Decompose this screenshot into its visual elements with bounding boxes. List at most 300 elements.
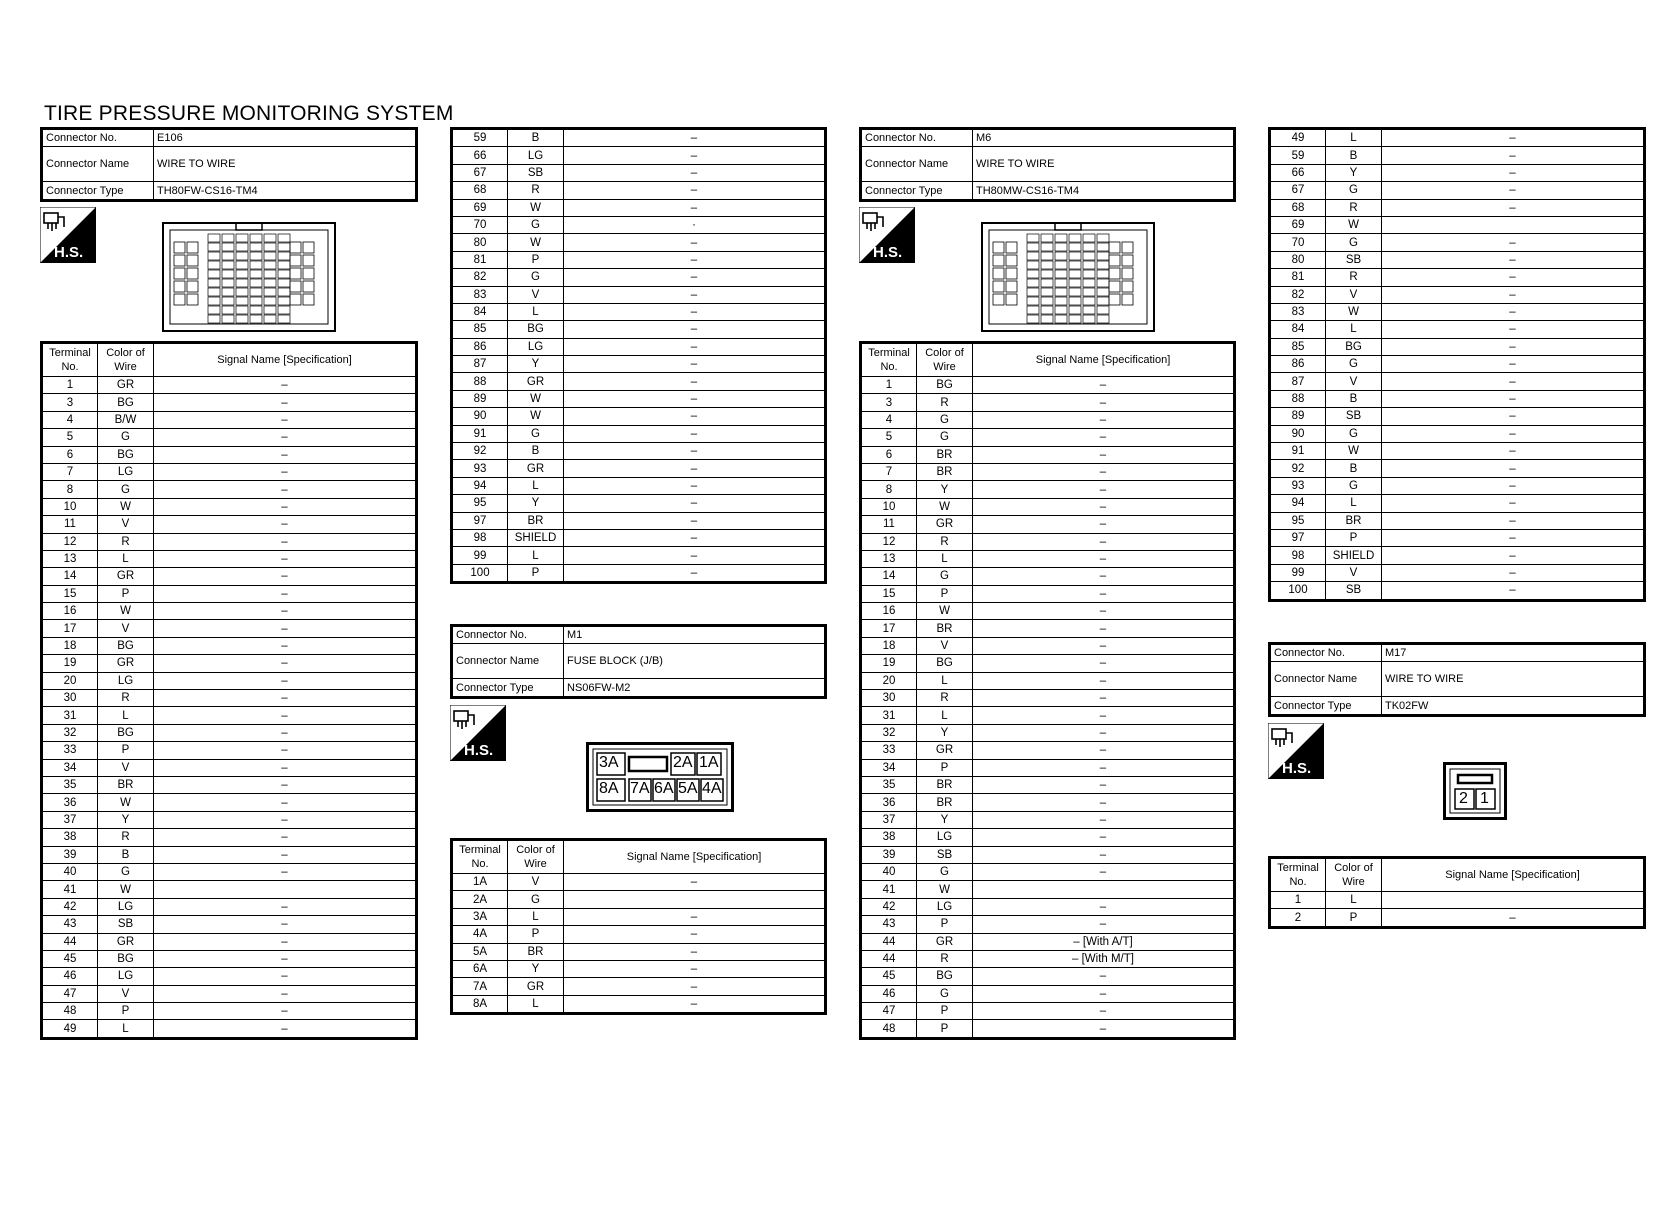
signal-name-cell: – <box>154 776 417 793</box>
pin-cell <box>222 243 234 251</box>
pin-cell <box>1109 294 1120 305</box>
terminal-cell: 97 <box>452 512 508 529</box>
table-row <box>861 568 1235 585</box>
signal-name-cell: – <box>973 846 1235 863</box>
table-row <box>861 411 1235 428</box>
pin-cell <box>1027 297 1039 305</box>
pin-cell <box>303 268 314 279</box>
terminal-cell: 69 <box>452 199 508 216</box>
table-row <box>42 516 417 533</box>
signal-name-cell: – <box>154 829 417 846</box>
wire-color-cell: B <box>508 129 564 147</box>
table-row <box>861 637 1235 654</box>
table-row <box>861 498 1235 515</box>
table-row <box>861 620 1235 637</box>
pin-cell <box>222 234 234 242</box>
table-row <box>861 881 1235 898</box>
terminal-table-m6-b <box>1268 127 1646 602</box>
terminal-cell: 66 <box>1270 164 1326 181</box>
wire-color-cell: P <box>98 585 154 602</box>
pin-cell <box>264 261 276 269</box>
pin-cell <box>1122 268 1133 279</box>
table-row <box>861 429 1235 446</box>
terminal-cell: 20 <box>42 672 98 689</box>
table-row <box>861 742 1235 759</box>
signal-name-cell: – <box>154 603 417 620</box>
terminal-cell: 30 <box>42 690 98 707</box>
pin-label: 1A <box>699 754 719 771</box>
table-row <box>452 164 826 181</box>
header-color: Color of Wire <box>917 343 973 377</box>
signal-name-cell: – <box>973 463 1235 480</box>
signal-name-cell: – <box>154 550 417 567</box>
signal-name-cell: – <box>1382 356 1645 373</box>
wire-color-cell: R <box>508 182 564 199</box>
signal-name-cell: – <box>564 303 826 320</box>
pin-cell <box>1027 306 1039 314</box>
terminal-cell: 84 <box>1270 321 1326 338</box>
signal-name-cell: – <box>1382 390 1645 407</box>
connector-m17-info <box>1268 642 1646 717</box>
table-row <box>452 529 826 546</box>
header-signal: Signal Name [Specification] <box>973 343 1235 377</box>
signal-name-cell: – <box>154 811 417 828</box>
signal-name-cell: – [With A/T] <box>973 933 1235 950</box>
signal-name-cell: – <box>154 1020 417 1038</box>
table-row <box>861 516 1235 533</box>
terminal-cell: 87 <box>1270 373 1326 390</box>
connector-no-value: M1 <box>564 626 826 644</box>
pin-cell <box>208 279 220 287</box>
pin-cell <box>1041 315 1053 323</box>
signal-name-cell: – <box>973 655 1235 672</box>
terminal-cell: 11 <box>42 516 98 533</box>
pin-cell <box>278 279 290 287</box>
signal-name-cell: – <box>973 794 1235 811</box>
pin-cell <box>1083 270 1095 278</box>
harness-side-label: H.S. <box>1282 760 1312 777</box>
signal-name-cell: – <box>564 908 826 925</box>
wire-color-cell: SB <box>1326 408 1382 425</box>
table-row <box>861 481 1235 498</box>
table-row <box>42 603 417 620</box>
pin-cell <box>174 281 185 292</box>
pin-cell <box>290 242 301 253</box>
table-row <box>1270 129 1645 147</box>
terminal-table-m1 <box>450 838 827 1015</box>
wire-color-cell: BR <box>98 776 154 793</box>
signal-name-cell <box>154 881 417 898</box>
terminal-cell: 100 <box>1270 582 1326 600</box>
header-signal: Signal Name [Specification] <box>1382 858 1645 892</box>
table-row <box>42 968 417 985</box>
table-row <box>42 377 417 394</box>
terminal-cell: 7 <box>42 463 98 480</box>
signal-name-cell: – <box>564 147 826 164</box>
signal-name-cell: – <box>154 568 417 585</box>
table-row <box>42 776 417 793</box>
signal-name-cell: – <box>564 234 826 251</box>
table-row <box>452 129 826 147</box>
table-row <box>861 1020 1235 1038</box>
connector-type-label: Connector Type <box>42 182 154 200</box>
terminal-cell: 4 <box>861 411 917 428</box>
pin-cell <box>1083 306 1095 314</box>
signal-name-cell: – <box>973 568 1235 585</box>
signal-name-cell: – <box>1382 321 1645 338</box>
wire-color-cell: LG <box>508 338 564 355</box>
connector-type-value: TK02FW <box>1382 697 1645 715</box>
pin-cell <box>236 297 248 305</box>
harness-side-label: H.S. <box>54 244 84 261</box>
pin-cell <box>174 268 185 279</box>
table-row <box>452 547 826 564</box>
terminal-cell: 33 <box>42 742 98 759</box>
pin-cell <box>1006 294 1017 305</box>
wire-color-cell: BG <box>98 394 154 411</box>
pin-cell <box>1083 234 1095 242</box>
connector-e106-info <box>40 127 418 202</box>
connector-no-value: M6 <box>973 129 1235 147</box>
wire-color-cell: G <box>508 269 564 286</box>
wire-color-cell: R <box>917 533 973 550</box>
pin-cell <box>250 234 262 242</box>
pin-cell <box>250 315 262 323</box>
pin-cell <box>1069 270 1081 278</box>
signal-name-cell: – <box>564 978 826 995</box>
terminal-cell: 1 <box>42 377 98 394</box>
table-row <box>861 898 1235 915</box>
signal-name-cell: – <box>973 411 1235 428</box>
signal-name-cell: – <box>973 776 1235 793</box>
terminal-cell: 7 <box>861 463 917 480</box>
terminal-cell: 59 <box>1270 147 1326 164</box>
terminal-cell: 3 <box>42 394 98 411</box>
wire-color-cell: V <box>508 286 564 303</box>
wire-color-cell: SB <box>98 916 154 933</box>
pin-cell <box>1083 288 1095 296</box>
signal-name-cell: – <box>1382 373 1645 390</box>
terminal-cell: 100 <box>452 564 508 582</box>
table-row <box>861 446 1235 463</box>
wire-color-cell: P <box>508 251 564 268</box>
terminal-cell: 35 <box>861 776 917 793</box>
pin-cell <box>1027 252 1039 260</box>
pin-cell <box>1006 281 1017 292</box>
pin-cell <box>208 270 220 278</box>
wire-color-cell: BR <box>508 943 564 960</box>
terminal-cell: 66 <box>452 147 508 164</box>
table-row <box>861 776 1235 793</box>
terminal-cell: 88 <box>1270 390 1326 407</box>
terminal-cell: 43 <box>861 916 917 933</box>
signal-name-cell: – <box>973 377 1235 394</box>
pin-cell <box>1055 279 1067 287</box>
terminal-cell: 13 <box>42 550 98 567</box>
terminal-cell: 70 <box>1270 234 1326 251</box>
table-row <box>1270 269 1645 286</box>
pin-cell <box>1055 306 1067 314</box>
wire-color-cell: W <box>98 881 154 898</box>
signal-name-cell: – <box>154 620 417 637</box>
wire-color-cell: GR <box>917 933 973 950</box>
terminal-cell: 49 <box>42 1020 98 1038</box>
pin-cell <box>222 297 234 305</box>
signal-name-cell: – <box>154 429 417 446</box>
wire-color-cell: R <box>1326 199 1382 216</box>
table-row <box>452 512 826 529</box>
signal-name-cell: – <box>154 846 417 863</box>
terminal-cell: 17 <box>42 620 98 637</box>
terminal-cell: 67 <box>452 164 508 181</box>
pin-cell <box>1109 242 1120 253</box>
terminal-cell: 6 <box>42 446 98 463</box>
pin-cell <box>236 234 248 242</box>
header-terminal: Terminal No. <box>1270 858 1326 892</box>
table-row <box>452 251 826 268</box>
header-color: Color of Wire <box>508 840 564 874</box>
wire-color-cell: SHIELD <box>508 529 564 546</box>
terminal-cell: 81 <box>452 251 508 268</box>
wire-color-cell: V <box>98 985 154 1002</box>
wire-color-cell: B <box>1326 460 1382 477</box>
table-row <box>42 1003 417 1020</box>
signal-name-cell: – <box>973 585 1235 602</box>
signal-name-cell: – <box>154 950 417 967</box>
wire-color-cell: W <box>917 881 973 898</box>
pin-cell <box>208 261 220 269</box>
pin-cell <box>1069 297 1081 305</box>
connector-no-value: E106 <box>154 129 417 147</box>
header-color: Color of Wire <box>98 343 154 377</box>
table-row <box>452 891 826 908</box>
terminal-cell: 89 <box>1270 408 1326 425</box>
pin-cell <box>208 288 220 296</box>
signal-name-cell: – <box>154 724 417 741</box>
table-row <box>452 147 826 164</box>
connector-no-label: Connector No. <box>861 129 973 147</box>
pin-cell <box>1027 270 1039 278</box>
terminal-cell: 18 <box>42 637 98 654</box>
wire-color-cell: GR <box>98 377 154 394</box>
wire-color-cell: P <box>1326 909 1382 927</box>
wire-color-cell: GR <box>508 978 564 995</box>
wire-color-cell: W <box>917 603 973 620</box>
terminal-cell: 1A <box>452 874 508 891</box>
terminal-cell: 93 <box>452 460 508 477</box>
signal-name-cell: – <box>973 516 1235 533</box>
terminal-cell: 8 <box>42 481 98 498</box>
pin-cell <box>264 279 276 287</box>
signal-name-cell: – <box>564 460 826 477</box>
wire-color-cell: BG <box>98 446 154 463</box>
table-row <box>42 707 417 724</box>
table-row <box>452 373 826 390</box>
terminal-cell: 68 <box>1270 199 1326 216</box>
terminal-cell: 12 <box>861 533 917 550</box>
terminal-cell: 34 <box>861 759 917 776</box>
wire-color-cell: BG <box>98 724 154 741</box>
pin-cell <box>1041 252 1053 260</box>
pin-cell <box>993 242 1004 253</box>
table-row <box>42 846 417 863</box>
pin-cell <box>1083 297 1095 305</box>
pin-cell <box>1083 315 1095 323</box>
pin-cell <box>993 268 1004 279</box>
pin-label: 7A <box>630 780 650 797</box>
pin-cell <box>278 261 290 269</box>
signal-name-cell: – <box>1382 443 1645 460</box>
terminal-cell: 3A <box>452 908 508 925</box>
wire-color-cell: L <box>917 707 973 724</box>
pin-cell <box>1122 242 1133 253</box>
wire-color-cell: L <box>508 547 564 564</box>
table-row <box>42 446 417 463</box>
signal-name-cell: – <box>564 425 826 442</box>
pin-cell <box>303 294 314 305</box>
terminal-cell: 44 <box>861 950 917 967</box>
terminal-cell: 83 <box>452 286 508 303</box>
signal-name-cell: – <box>154 672 417 689</box>
table-row <box>861 968 1235 985</box>
terminal-cell: 45 <box>861 968 917 985</box>
table-row <box>42 550 417 567</box>
pin-cell <box>1097 270 1109 278</box>
table-row <box>861 811 1235 828</box>
pin-cell <box>1006 255 1017 266</box>
connector-type-label: Connector Type <box>1270 697 1382 715</box>
wire-color-cell: BG <box>508 321 564 338</box>
pin-cell <box>1097 252 1109 260</box>
signal-name-cell: – <box>564 251 826 268</box>
wire-color-cell: P <box>508 926 564 943</box>
pin-cell <box>236 279 248 287</box>
wire-color-cell: W <box>508 234 564 251</box>
wire-color-cell: V <box>1326 286 1382 303</box>
pin-label: 3A <box>599 754 619 771</box>
terminal-cell: 36 <box>861 794 917 811</box>
signal-name-cell: – <box>973 498 1235 515</box>
terminal-cell: 91 <box>452 425 508 442</box>
signal-name-cell: – <box>154 498 417 515</box>
pin-cell <box>222 315 234 323</box>
wire-color-cell: LG <box>98 672 154 689</box>
wire-color-cell: W <box>98 498 154 515</box>
pin-cell <box>264 234 276 242</box>
signal-name-cell: – <box>564 512 826 529</box>
table-row <box>42 568 417 585</box>
table-row <box>42 585 417 602</box>
terminal-cell: 32 <box>42 724 98 741</box>
terminal-cell: 94 <box>1270 495 1326 512</box>
wire-color-cell: L <box>508 995 564 1013</box>
table-row <box>452 495 826 512</box>
terminal-cell: 8 <box>861 481 917 498</box>
table-row <box>452 460 826 477</box>
pin-cell <box>993 281 1004 292</box>
table-row <box>452 943 826 960</box>
connector-name-label: Connector Name <box>42 147 154 182</box>
pin-cell <box>222 279 234 287</box>
pin-cell <box>236 243 248 251</box>
terminal-cell: 98 <box>1270 547 1326 564</box>
signal-name-cell: – <box>154 637 417 654</box>
pin-cell <box>1055 243 1067 251</box>
wire-color-cell: V <box>98 759 154 776</box>
wire-color-cell: BG <box>917 377 973 394</box>
pin-cell <box>1041 288 1053 296</box>
table-row <box>1270 147 1645 164</box>
wire-color-cell: BG <box>98 950 154 967</box>
pin-cell <box>1109 255 1120 266</box>
signal-name-cell: – <box>564 960 826 977</box>
signal-name-cell: – <box>564 390 826 407</box>
pin-cell <box>1055 270 1067 278</box>
harness-side-icon <box>450 705 506 761</box>
table-row <box>1270 182 1645 199</box>
pin-cell <box>278 234 290 242</box>
terminal-cell: 48 <box>42 1003 98 1020</box>
wire-color-cell: BG <box>1326 338 1382 355</box>
connector-name-value: WIRE TO WIRE <box>973 147 1235 182</box>
signal-name-cell: – <box>973 742 1235 759</box>
table-row <box>452 978 826 995</box>
terminal-cell: 83 <box>1270 303 1326 320</box>
terminal-cell: 12 <box>42 533 98 550</box>
wire-color-cell: GR <box>917 742 973 759</box>
signal-name-cell: – <box>564 477 826 494</box>
signal-name-cell: – <box>1382 286 1645 303</box>
wire-color-cell: BR <box>1326 512 1382 529</box>
pin-cell <box>1027 261 1039 269</box>
wire-color-cell: LG <box>917 898 973 915</box>
terminal-cell: 38 <box>861 829 917 846</box>
terminal-cell: 6A <box>452 960 508 977</box>
pin-cell <box>290 281 301 292</box>
terminal-cell: 59 <box>452 129 508 147</box>
wire-color-cell: R <box>917 394 973 411</box>
terminal-cell: 16 <box>42 603 98 620</box>
wire-color-cell: BR <box>917 794 973 811</box>
pin-cell <box>222 261 234 269</box>
signal-name-cell: – <box>1382 547 1645 564</box>
pin-cell <box>1006 242 1017 253</box>
wire-color-cell: LG <box>98 463 154 480</box>
table-row <box>1270 338 1645 355</box>
terminal-cell: 87 <box>452 356 508 373</box>
table-row <box>861 585 1235 602</box>
terminal-cell: 80 <box>1270 251 1326 268</box>
connector-no-label: Connector No. <box>1270 644 1382 662</box>
signal-name-cell: – <box>1382 495 1645 512</box>
pin-cell <box>303 255 314 266</box>
wire-color-cell: V <box>1326 564 1382 581</box>
terminal-cell: 14 <box>42 568 98 585</box>
connector-m6-info <box>859 127 1236 202</box>
pin-cell <box>1027 288 1039 296</box>
pin-label: 1 <box>1480 790 1489 807</box>
page-title: TIRE PRESSURE MONITORING SYSTEM <box>44 102 454 125</box>
pin-cell <box>264 315 276 323</box>
wire-color-cell: GR <box>917 516 973 533</box>
terminal-cell: 68 <box>452 182 508 199</box>
pin-cell <box>290 255 301 266</box>
signal-name-cell: – <box>1382 147 1645 164</box>
table-row <box>452 477 826 494</box>
connector-type-value: TH80FW-CS16-TM4 <box>154 182 417 200</box>
terminal-cell: 90 <box>452 408 508 425</box>
table-row <box>452 908 826 925</box>
